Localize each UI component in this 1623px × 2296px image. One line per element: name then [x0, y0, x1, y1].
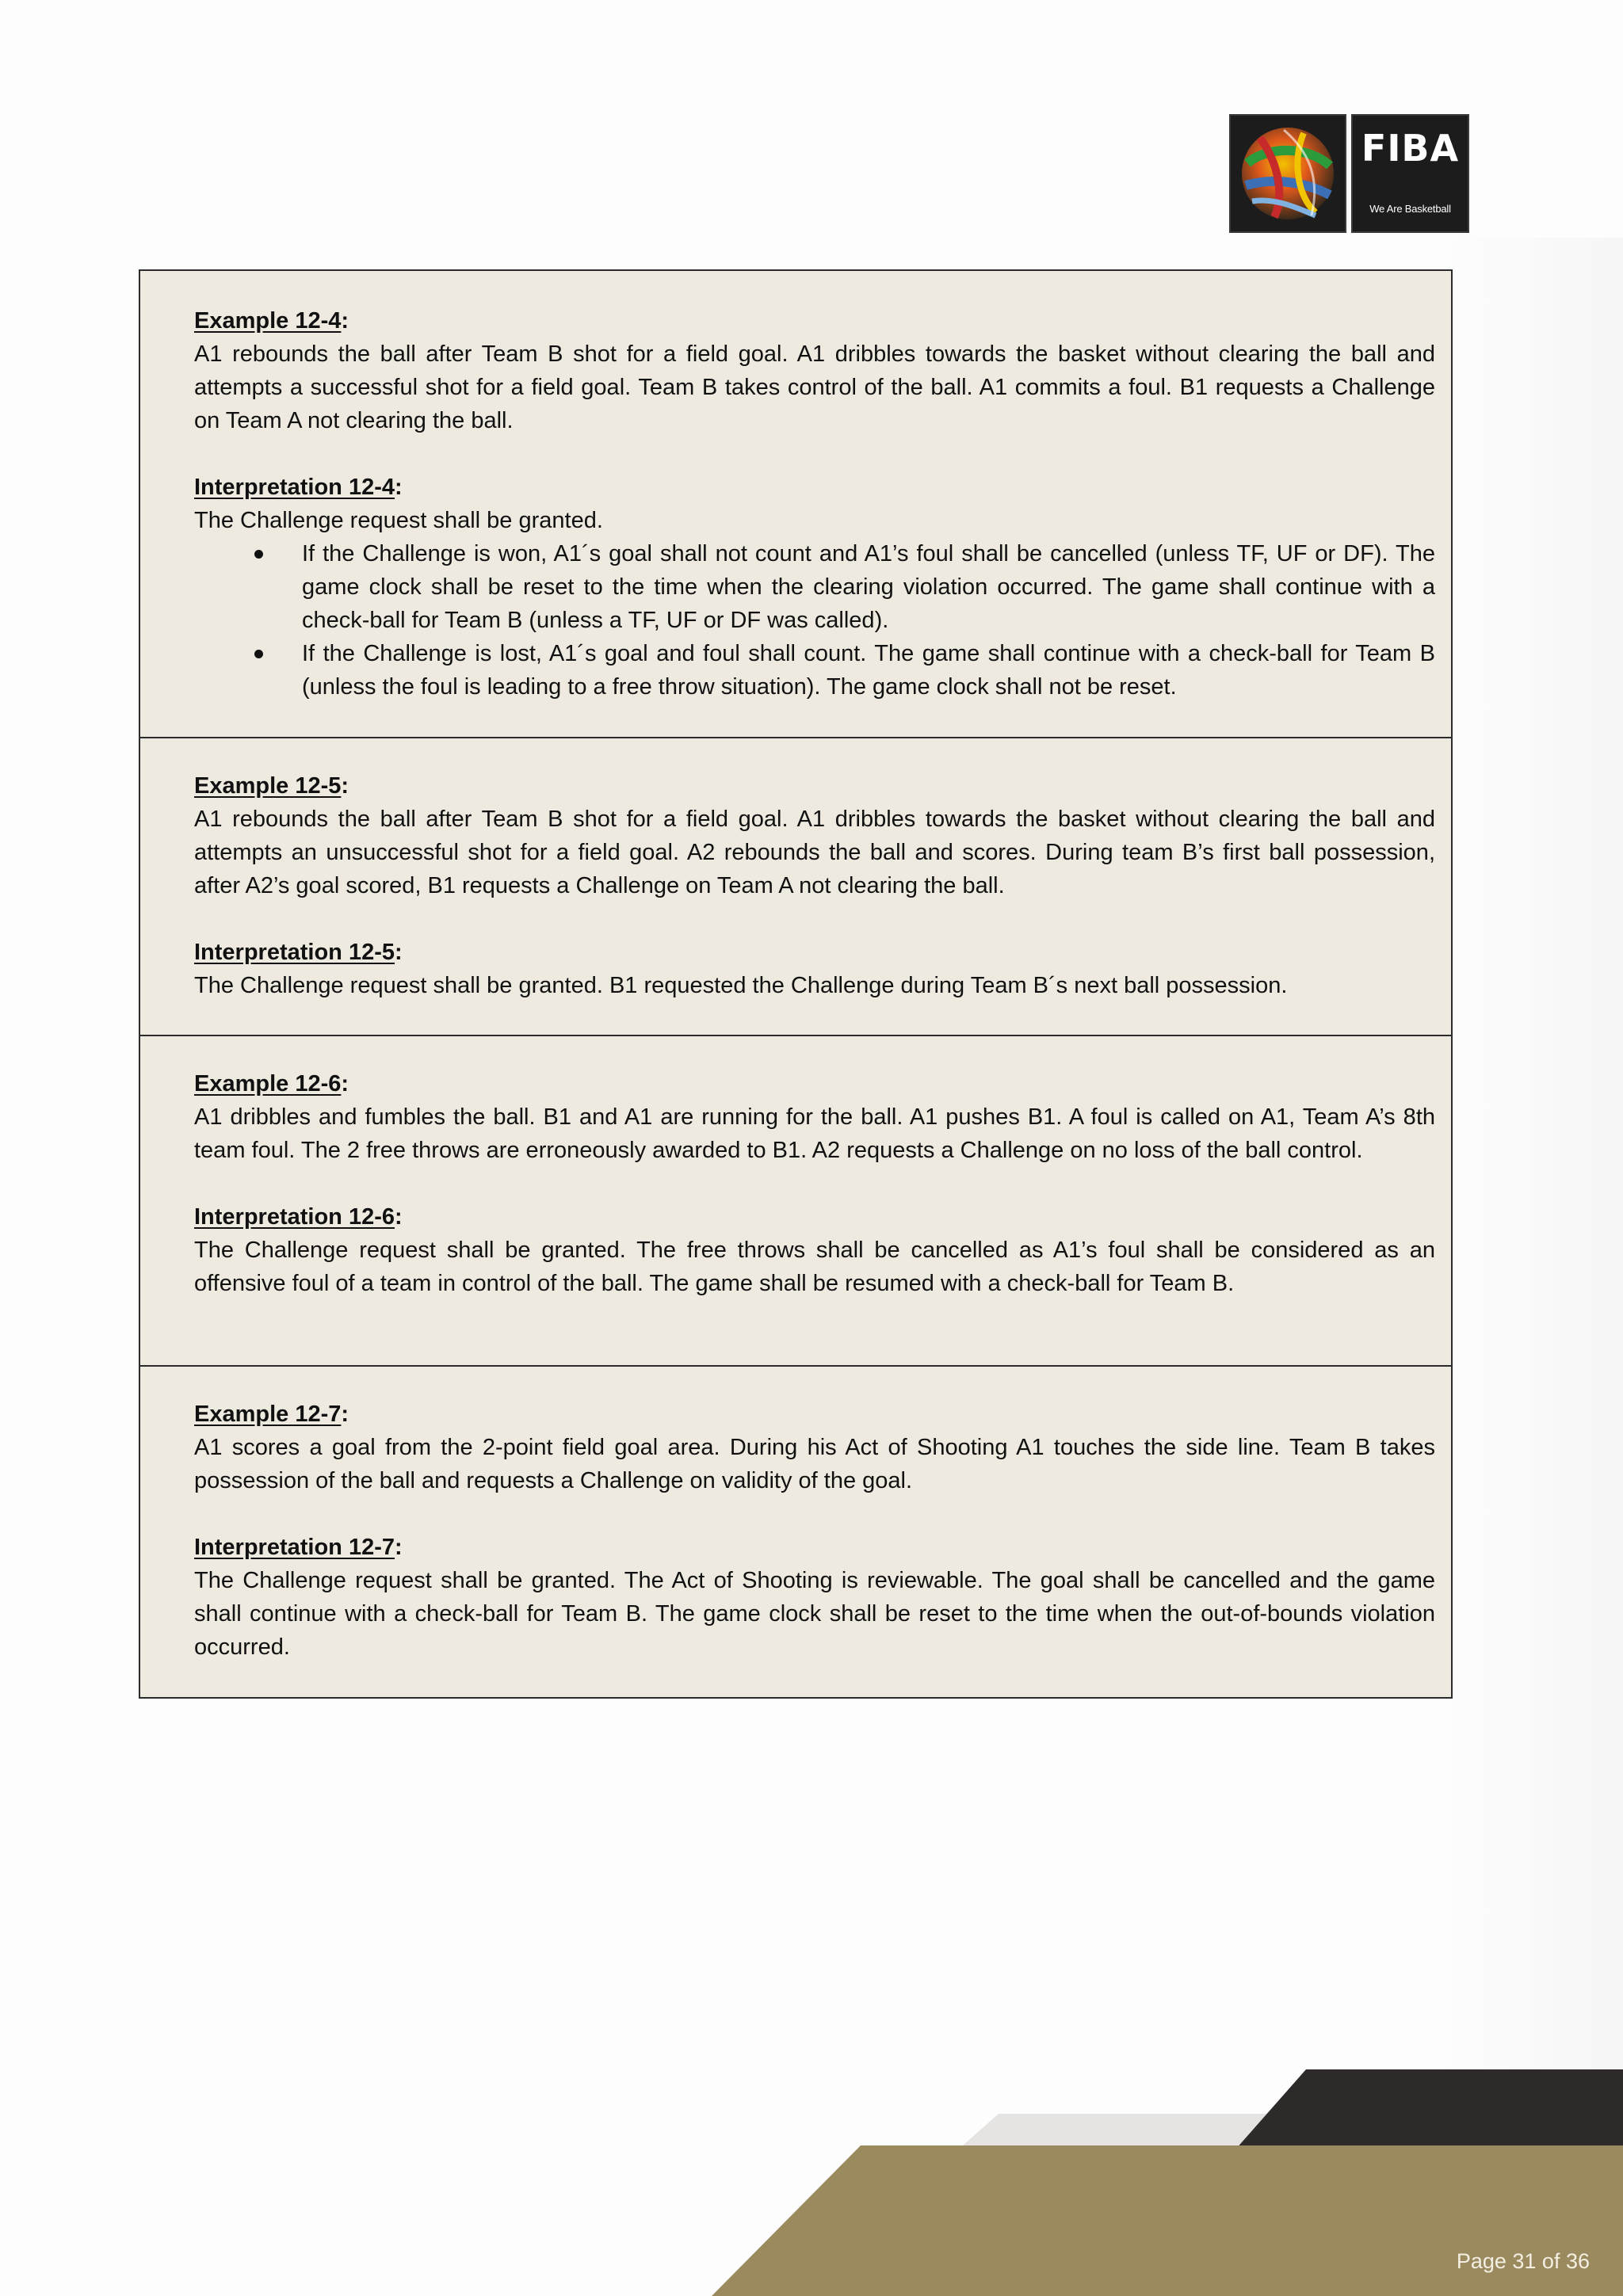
- example-text: A1 dribbles and fumbles the ball. B1 and A1 are running for the ball. A1 pushes B1. A foul is called on A1, Team A’s 8th team foul. The 2 free throws are erroneously awarded to B1. A2 requests a Challenge on no loss of the ball control.: [194, 1104, 1435, 1163]
- interpretation-bullet-list: [194, 537, 1435, 704]
- interpretation-text: The Challenge request shall be granted. The Act of Shooting is reviewable. The goal shall be cancelled and the game shall continue with a check-ball for Team B. The game clock shall be reset to the time when the out-of-bounds violation occurred.: [194, 1568, 1435, 1660]
- interpretation-heading: Interpretation 12-5:: [194, 940, 403, 965]
- bullet-icon: [254, 650, 263, 658]
- example-heading: Example 12-7:: [194, 1402, 349, 1427]
- fiba-logo: [1229, 114, 1469, 233]
- example-text: A1 rebounds the ball after Team B shot for a field goal. A1 dribbles towards the basket without clearing the ball and attempts an unsuccessful shot for a field goal. A2 rebounds the ball and scores. During team B’s first ball possession, after A2’s goal scored, B1 requests a Challenge on Team A not clearing the ball.: [194, 807, 1435, 898]
- interpretation-heading: Interpretation 12-7:: [194, 1535, 403, 1560]
- fiba-wordmark: FIBA: [1361, 127, 1460, 170]
- example-section-12-7: [140, 1398, 1451, 1664]
- example-section-12-6: [140, 1067, 1451, 1300]
- fiba-tagline: We Are Basketball: [1369, 203, 1451, 215]
- interpretation-text: The Challenge request shall be granted. The free throws shall be cancelled as A1’s foul shall be considered as an offensive foul of a team in control of the ball. The game shall be resumed with a check-ball for Team B.: [194, 1238, 1435, 1296]
- section-divider: [140, 1035, 1451, 1036]
- basketball-logo-icon: [1229, 114, 1346, 233]
- bullet-text: If the Challenge is won, A1´s goal shall not count and A1’s foul shall be cancelled (unless TF, UF or DF). The game clock shall be reset to the time when the clearing violation occurred. The game shall continue with a check-ball for Team B (unless a TF, UF or DF was called).: [302, 541, 1435, 633]
- bullet-item: [302, 637, 1435, 704]
- interpretation-heading: Interpretation 12-4:: [194, 475, 403, 500]
- example-heading: Example 12-5:: [194, 773, 349, 799]
- bullet-text: If the Challenge is lost, A1´s goal and foul shall count. The game shall continue with a check-ball for Team B (unless the foul is leading to a free throw situation). The game clock shall not be reset.: [302, 641, 1435, 700]
- examples-panel: [139, 269, 1453, 1699]
- example-label: Example 12-5: [194, 773, 342, 799]
- page-number: Page 31 of 36: [1456, 2249, 1590, 2273]
- interpretation-label: Interpretation 12-7: [194, 1535, 395, 1560]
- interpretation-label: Interpretation 12-5: [194, 940, 395, 965]
- section-divider: [140, 737, 1451, 738]
- example-section-12-5: [140, 769, 1451, 1002]
- footer-decoration: [0, 2060, 1623, 2296]
- example-label: Example 12-4: [194, 308, 342, 334]
- example-section-12-4: [140, 304, 1451, 704]
- bullet-item: [302, 537, 1435, 637]
- interpretation-text: The Challenge request shall be granted.: [194, 508, 603, 533]
- example-text: A1 scores a goal from the 2-point field goal area. During his Act of Shooting A1 touches the side line. Team B takes possession of the ball and requests a Challenge on validity of the goal.: [194, 1435, 1435, 1493]
- example-label: Example 12-6: [194, 1071, 342, 1097]
- section-divider: [140, 1365, 1451, 1367]
- example-heading: Example 12-6:: [194, 1071, 349, 1097]
- bullet-icon: [254, 550, 263, 559]
- example-heading: Example 12-4:: [194, 308, 349, 334]
- example-label: Example 12-7: [194, 1402, 342, 1427]
- interpretation-label: Interpretation 12-6: [194, 1204, 395, 1230]
- fiba-wordmark-box: [1351, 114, 1469, 233]
- example-text: A1 rebounds the ball after Team B shot for a field goal. A1 dribbles towards the basket without clearing the ball and attempts a successful shot for a field goal. Team B takes control of the ball. A1 commits a foul. B1 requests a Challenge on Team A not clearing the ball.: [194, 341, 1435, 433]
- interpretation-label: Interpretation 12-4: [194, 475, 395, 500]
- page-side-shade: [1442, 238, 1623, 2296]
- interpretation-heading: Interpretation 12-6:: [194, 1204, 403, 1230]
- interpretation-text: The Challenge request shall be granted. B1 requested the Challenge during Team B´s next ball possession.: [194, 973, 1288, 998]
